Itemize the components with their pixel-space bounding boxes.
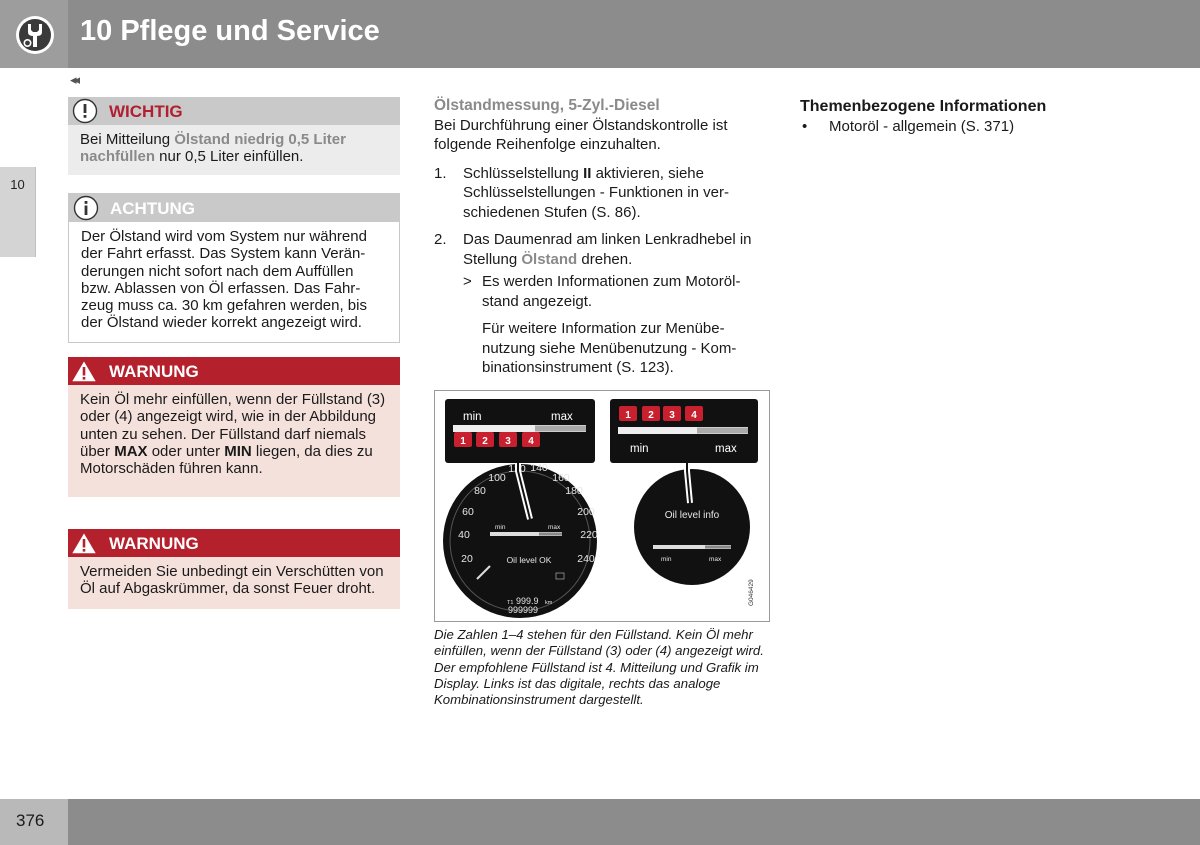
level-number-4: 4: [691, 410, 697, 421]
speed-label: 140: [530, 462, 548, 474]
step-2-text: drehen.: [577, 250, 633, 268]
warning-box-1: [68, 357, 400, 497]
warning-triangle-icon: [70, 358, 98, 384]
step-1-text: Schlüsselstellung: [463, 164, 584, 182]
warning-1-text: [68, 385, 400, 497]
analog-max-label: max: [715, 443, 737, 455]
note-box-header: [69, 194, 399, 222]
result-text: Es werden Informationen zum Motorölstand angezeigt.: [482, 273, 741, 310]
note-title: ACHTUNG: [110, 199, 195, 218]
level-number-1: 1: [460, 436, 466, 447]
warning-1-title: WARNUNG: [109, 362, 199, 381]
level-number-2: 2: [648, 410, 654, 421]
warning-triangle-icon: [70, 530, 98, 556]
warning-box-2: [68, 529, 400, 609]
info-icon: [73, 195, 99, 221]
step-number: 2.: [434, 231, 447, 248]
trip-value: 999.9: [516, 596, 539, 606]
step-2-result: [434, 272, 769, 311]
analog-mini-max-label: max: [709, 556, 722, 563]
important-text: [68, 125, 400, 175]
note-box: [68, 193, 400, 343]
result-marker: >: [463, 273, 472, 290]
step-1-text: aktivieren, siehe Schlüsselstellungen - Funktionen in verschiedenen Stufen (S. 86).: [463, 164, 729, 221]
trip-unit: km: [545, 600, 553, 606]
section-title: Ölstandmessung, 5-Zyl.-Diesel: [434, 97, 660, 114]
analog-display-round: [634, 469, 750, 585]
warning-1-text-part: Kein Öl mehr einfüllen, wenn der Füllstand (3) oder (4) angezeigt wird, wie in der Abbildung unten zu sehen. Der Füllstand darf niemals über: [80, 391, 386, 460]
chapter-title: 10 Pflege und Service: [80, 15, 380, 47]
speed-label: 220: [580, 529, 598, 541]
warning-1-text-part: liegen, da dies zu Motorschäden führen kann.: [80, 442, 373, 478]
level-number-2: 2: [482, 436, 488, 447]
note-text: Der Ölstand wird vom System nur während der Fahrt erfasst. Das System kann Veränderungen nicht sofort nach dem Auffüllen bzw. Ablassen von Öl erfassen. Das Fahrzeug muss ca. 30 km gefahren werden, bis der Ölstand wieder korrekt angezeigt wird.: [81, 228, 367, 332]
warning-1-text-part: oder unter: [147, 442, 225, 460]
warning-box-2-header: [68, 529, 400, 557]
analog-min-label: min: [630, 443, 649, 455]
step-1-key-position: II: [583, 164, 592, 182]
level-number-3: 3: [505, 436, 511, 447]
digital-mini-level-fill: [539, 533, 562, 536]
mini-min-label: min: [495, 524, 506, 531]
step-2-highlight: Ölstand: [521, 250, 578, 268]
figure-code: G046429: [748, 579, 755, 606]
speed-label: 240: [577, 553, 595, 565]
important-text-part: nur 0,5 Liter einfüllen.: [155, 148, 304, 166]
step-2-text: Das Daumenrad am linken Lenkradhebel in Stellung: [463, 231, 752, 268]
digital-status-text: Oil level OK: [506, 555, 552, 565]
speed-label: 100: [488, 472, 506, 484]
side-tab-number: 10: [10, 177, 25, 192]
chapter-icon-panel: [0, 0, 68, 68]
further-info: Für weitere Information zur Menübenutzung siehe Menübenutzung - Kombinationsinstrument (S. 123).: [482, 320, 737, 376]
step-2: [434, 230, 769, 269]
warning-1-min: MIN: [224, 442, 252, 460]
main-column: [434, 96, 769, 378]
level-number-3: 3: [669, 410, 675, 421]
digital-min-label: min: [463, 411, 482, 423]
step-number: 1.: [434, 164, 447, 182]
step-1: [434, 164, 769, 223]
odometer-value: 999999: [508, 605, 539, 615]
important-text-part: Bei Mitteilung: [80, 131, 175, 148]
important-highlight: Ölstand niedrig 0,5 Liter nachfüllen: [80, 131, 346, 166]
related-info: [800, 97, 1180, 137]
level-number-4: 4: [528, 436, 534, 447]
figure-caption: Die Zahlen 1–4 stehen für den Füllstand. Kein Öl mehr einfüllen, wenn der Füllstand (3) oder (4) angezeigt wird. Der empfohlene Füllstand ist 4. Mitteilung und Grafik im Display. Links ist das digitale, rechts das analoge Kombinationsinstrument dargestellt.: [434, 627, 764, 708]
digital-level-bar-fill: [535, 426, 586, 432]
intro-text: Bei Durchführung einer Ölstandskontrolle ist folgende Reihenfolge einzuhalten.: [434, 116, 728, 153]
analog-mini-min-label: min: [661, 556, 672, 563]
warning-2-text: Vermeiden Sie unbedingt ein Verschütten von Öl auf Abgaskrümmer, da sonst Feuer droht.: [80, 563, 384, 598]
warning-box-1-header: [68, 357, 400, 385]
speed-label: 200: [577, 506, 595, 518]
digital-max-label: max: [551, 411, 573, 423]
exclamation-icon: [72, 98, 98, 124]
related-item[interactable]: [800, 117, 1180, 137]
related-title: Themenbezogene Informationen: [800, 98, 1047, 115]
important-box: [68, 97, 400, 175]
analog-level-bar-fill: [697, 428, 748, 434]
mini-max-label: max: [548, 524, 561, 531]
level-number-1: 1: [625, 410, 631, 421]
trip-label: T1: [507, 600, 514, 606]
warning-2-title: WARNUNG: [109, 534, 199, 553]
speed-label: 120: [508, 463, 526, 475]
analog-mini-level-fill: [705, 546, 731, 549]
important-box-header: [68, 97, 400, 125]
back-arrows-icon[interactable]: ◂◂: [70, 72, 78, 87]
instrument-illustration: [435, 391, 769, 621]
speed-label: 40: [458, 529, 470, 541]
speed-label: 180: [565, 485, 583, 497]
footer-bar: [0, 799, 1200, 845]
speed-label: 20: [461, 553, 473, 565]
oil-level-figure: [434, 390, 770, 622]
speed-label: 60: [462, 506, 474, 518]
speed-label: 160: [552, 472, 570, 484]
analog-status-text: Oil level info: [664, 510, 720, 521]
page-number: 376: [16, 811, 45, 830]
bullet-icon: •: [802, 118, 808, 135]
related-link[interactable]: Motoröl - allgemein (S. 371): [829, 118, 1015, 135]
wrench-icon: [15, 15, 55, 55]
warning-1-max: MAX: [114, 442, 148, 460]
important-title: WICHTIG: [109, 102, 183, 121]
speed-label: 80: [474, 485, 486, 497]
